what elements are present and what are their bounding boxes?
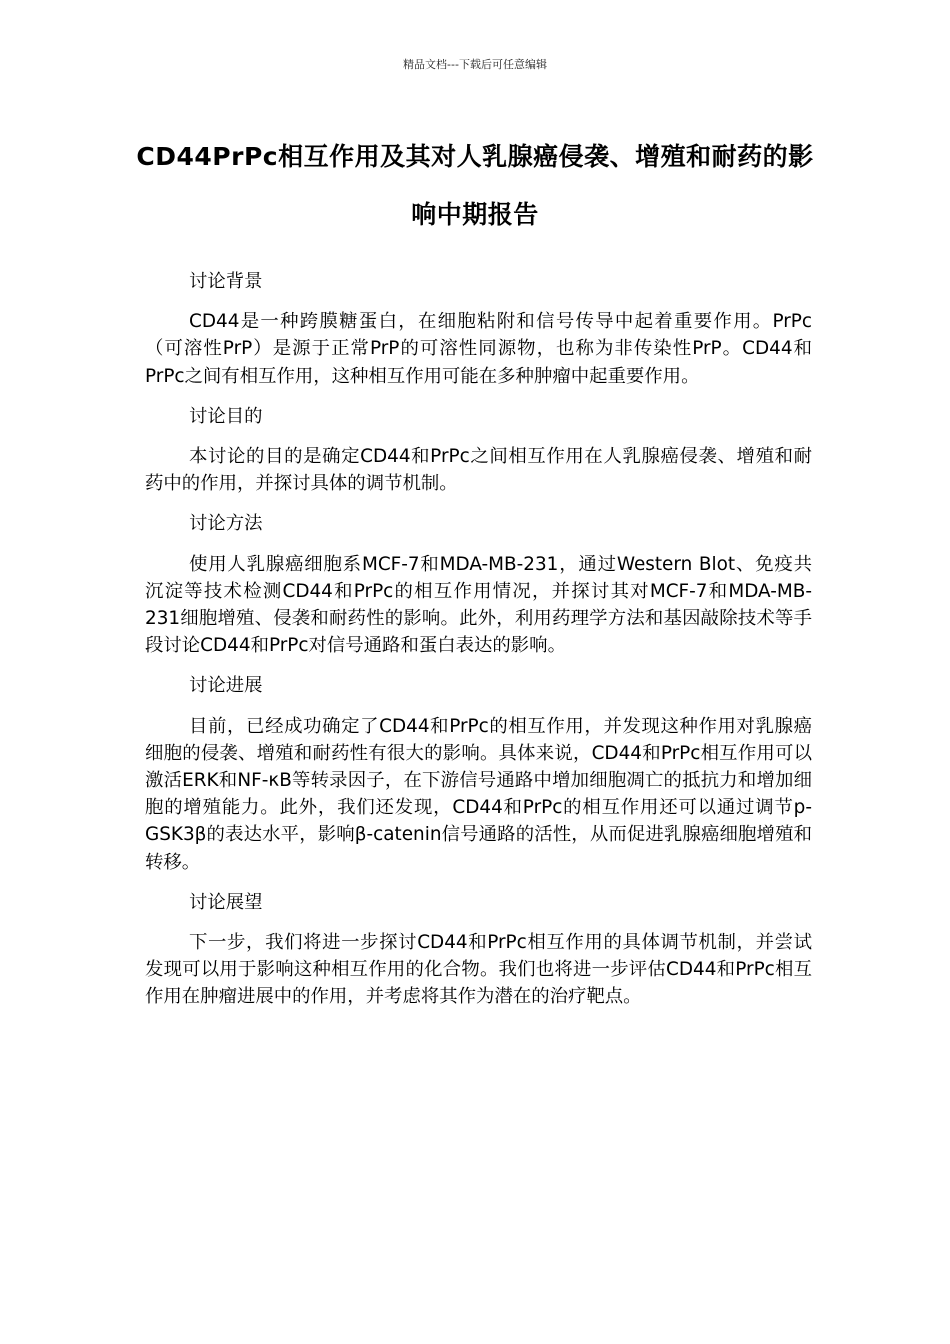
section-paragraph-purpose: 本讨论的目的是确定CD44和PrPc之间相互作用在人乳腺癌侵袭、增殖和耐药中的作用，并探讨具体的调节机制。 bbox=[145, 446, 812, 495]
section-paragraph-outlook: 下一步，我们将进一步探讨CD44和PrPc相互作用的具体调节机制，并尝试发现可以用于影响这种相互作用的化合物。我们也将进一步评估CD44和PrPc相互作用在肿瘤进展中的作用，并考虑将其作为潜在的治疗靶点。 bbox=[145, 932, 812, 1008]
section-heading-outlook: 讨论展望 bbox=[189, 891, 263, 913]
section-paragraph-methods: 使用人乳腺癌细胞系MCF-7和MDA-MB-231，通过Western Blot、免疫共沉淀等技术检测CD44和PrPc的相互作用情况，并探讨其对MCF-7和MDA-MB-231细胞增殖、侵袭和耐药性的影响。此外，利用药理学方法和基因敲除技术等手段讨论CD44和PrPc对信号通路和蛋白表达的影响。 bbox=[145, 553, 812, 657]
document-title: CD44PrPc相互作用及其对人乳腺癌侵袭、增殖和耐药的影响中期报告 bbox=[136, 142, 814, 229]
section-heading-purpose: 讨论目的 bbox=[189, 405, 263, 427]
document-body bbox=[145, 268, 812, 1024]
section-paragraph-background: CD44是一种跨膜糖蛋白，在细胞粘附和信号传导中起着重要作用。PrPc（可溶性PrP）是源于正常PrP的可溶性同源物，也称为非传染性PrP。CD44和PrPc之间有相互作用，这种相互作用可能在多种肿瘤中起重要作用。 bbox=[145, 311, 812, 387]
section-heading-methods: 讨论方法 bbox=[189, 513, 263, 535]
section-paragraph-progress: 目前，已经成功确定了CD44和PrPc的相互作用，并发现这种作用对乳腺癌细胞的侵袭、增殖和耐药性有很大的影响。具体来说，CD44和PrPc相互作用可以激活ERK和NF-κB等转录因子，在下游信号通路中增加细胞凋亡的抵抗力和增加细胞的增殖能力。此外，我们还发现，CD44和PrPc的相互作用还可以通过调节p-GSK3β的表达水平，影响β-catenin信号通路的活性，从而促进乳腺癌细胞增殖和转移。 bbox=[145, 715, 812, 873]
section-heading-background: 讨论背景 bbox=[189, 271, 263, 292]
page-header: 精品文档---下载后可任意编辑 bbox=[403, 58, 547, 71]
section-heading-progress: 讨论进展 bbox=[189, 675, 263, 697]
